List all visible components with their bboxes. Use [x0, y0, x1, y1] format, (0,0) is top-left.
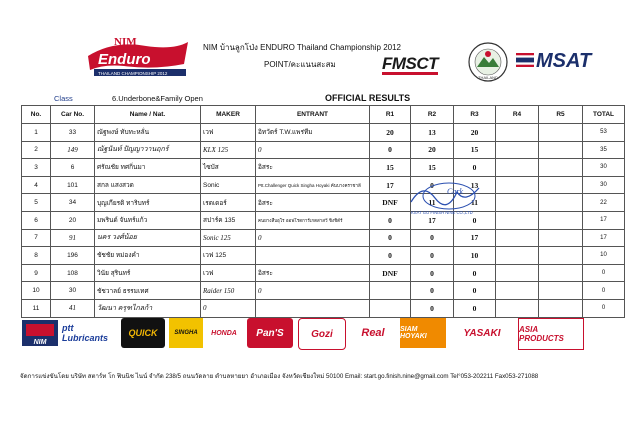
table-row — [22, 141, 625, 159]
cell-r2: 0 — [411, 229, 454, 247]
enduro-text: Enduro — [98, 51, 151, 68]
nim-text: NIM — [114, 36, 137, 48]
col-no: No. — [22, 106, 51, 124]
cell-entrant: 0 — [256, 141, 370, 159]
table-row — [22, 264, 625, 282]
cell-r2: 15 — [411, 159, 454, 177]
cell-entrant: อิทวัตร์ T.W.แพร่ทีม — [256, 124, 370, 142]
cell-r3: 10 — [454, 247, 496, 265]
cell-maker: ไซบัส — [201, 159, 256, 177]
cell-r3: 20 — [454, 124, 496, 142]
cell-r2: 0 — [411, 176, 454, 194]
table-row — [22, 229, 625, 247]
footer-organizer: จัดการแข่งขันโดย บริษัท สตาร์ท โก ฟินนิช ไนน์ จำกัด 238/5 ถนนวัดลาย ตำบลหายยา อำเภอเมือง จังหวัดเชียงใหม่ 50100 Email: start.go.finish.nine@gmail.com Tel°053-202211 Fax053-271088 — [20, 373, 539, 380]
sponsor-gozi: Gozi — [298, 318, 346, 350]
sponsor-pans: Pan'S — [247, 318, 293, 348]
cell-r4 — [496, 229, 539, 247]
table-row — [22, 299, 625, 317]
cell-r4 — [496, 282, 539, 300]
cell-name: นคร วงศ์น้อย — [95, 229, 201, 247]
cell-entrant: อิสระ — [256, 159, 370, 177]
cell-total: 17 — [583, 229, 625, 247]
cell-car: 149 — [51, 141, 95, 159]
cell-r4 — [496, 176, 539, 194]
event-subtitle: POINT/คะแนนสะสม — [264, 60, 336, 69]
fmsct-text: FMSCT — [382, 54, 439, 73]
cell-r1: 20 — [370, 124, 411, 142]
sponsor-quick: QUICK — [121, 318, 165, 348]
cell-no: 5 — [22, 194, 51, 212]
cell-entrant: 0 — [256, 282, 370, 300]
official-results-title: OFFICIAL RESULTS — [325, 93, 411, 103]
cell-car: 34 — [51, 194, 95, 212]
col-r5: R5 — [539, 106, 583, 124]
col-name: Name / Nat. — [95, 106, 201, 124]
cell-r3: 0 — [454, 211, 496, 229]
cell-car: 20 — [51, 211, 95, 229]
col-total: TOTAL — [583, 106, 625, 124]
cell-r1 — [370, 282, 411, 300]
cell-r2: 0 — [411, 264, 454, 282]
cell-r1: DNF — [370, 194, 411, 212]
cell-r4 — [496, 141, 539, 159]
sponsor-ptt: ptt Lubricants — [62, 323, 109, 343]
col-r2: R2 — [411, 106, 454, 124]
cell-name: วัฒนา ครุฑไกลก้า — [95, 299, 201, 317]
cell-maker: Sonic — [201, 176, 256, 194]
cell-r5 — [539, 159, 583, 177]
cell-total: 30 — [583, 159, 625, 177]
cell-no: 7 — [22, 229, 51, 247]
thai-flag-icon — [516, 53, 534, 67]
table-header-row — [22, 106, 625, 124]
cell-name: มพรินด์ จันทร์แก้ว — [95, 211, 201, 229]
cell-total: 10 — [583, 247, 625, 265]
results-table — [21, 105, 625, 318]
sponsor-honda: HONDA — [211, 329, 237, 337]
class-label: Class — [54, 94, 73, 103]
cell-r2: 0 — [411, 282, 454, 300]
cell-maker: Raider 150 — [201, 282, 256, 300]
cell-entrant — [256, 247, 370, 265]
cell-r1: 17 — [370, 176, 411, 194]
cell-r5 — [539, 211, 583, 229]
cell-entrant: อิสระ — [256, 264, 370, 282]
cell-r1: DNF — [370, 264, 411, 282]
cell-r1: 0 — [370, 211, 411, 229]
event-title: NIM บ้านลูกโป่ง ENDURO Thailand Championship 2012 — [203, 43, 401, 52]
cell-total: 22 — [583, 194, 625, 212]
sponsor-nim-text: NIM — [33, 339, 47, 346]
cell-r3: 0 — [454, 299, 496, 317]
cell-maker: Sonic 125 — [201, 229, 256, 247]
cell-car: 33 — [51, 124, 95, 142]
cell-no: 10 — [22, 282, 51, 300]
official-stamp — [405, 178, 501, 220]
stamp-text: KSAT GO FINISH NINE CO.,LTD — [411, 210, 473, 215]
cell-name: สกล แสงสวด — [95, 176, 201, 194]
cell-r3: 13 — [454, 176, 496, 194]
cell-total: 17 — [583, 211, 625, 229]
sponsor-real: Real — [361, 327, 385, 339]
cell-car: 101 — [51, 176, 95, 194]
sponsor-nim — [20, 318, 60, 348]
col-r1: R1 — [370, 106, 411, 124]
class-value: 6.Underbone&Family Open — [112, 94, 203, 103]
cell-total: 0 — [583, 282, 625, 300]
cell-no: 1 — [22, 124, 51, 142]
cell-r5 — [539, 176, 583, 194]
sponsor-singha: SINGHA — [169, 318, 203, 348]
cell-r1: 0 — [370, 229, 411, 247]
cell-total: 0 — [583, 264, 625, 282]
cell-no: 4 — [22, 176, 51, 194]
cell-entrant: คนยางสืบอุโร ออฟโรดการ์เกตสาสวี ชิงชิต์ร์ — [256, 211, 370, 229]
cell-total: 30 — [583, 176, 625, 194]
cell-maker: KLX 125 — [201, 141, 256, 159]
cell-r2: 13 — [411, 124, 454, 142]
table-row — [22, 176, 625, 194]
cell-total: 35 — [583, 141, 625, 159]
msat-logo: MSAT — [536, 50, 592, 72]
cell-r2: 0 — [411, 299, 454, 317]
cell-name: วินัย สุรินทร์ — [95, 264, 201, 282]
cell-car: 91 — [51, 229, 95, 247]
cell-no: 11 — [22, 299, 51, 317]
cell-name: ณัฐนันท์ ปัญญาวานฤกร์ — [95, 141, 201, 159]
table-row — [22, 247, 625, 265]
sponsor-hoyaki: SIAM HOYAKI — [400, 318, 446, 348]
cell-entrant: อิสระ — [256, 194, 370, 212]
cell-entrant — [256, 299, 370, 317]
cell-name: ชัชวาลย์ ธรรมเทศ — [95, 282, 201, 300]
cell-r3: 0 — [454, 264, 496, 282]
cell-r3: 0 — [454, 159, 496, 177]
col-car-no: Car No. — [51, 106, 95, 124]
cell-r5 — [539, 141, 583, 159]
table-row — [22, 211, 625, 229]
sponsor-asia-products: ASIA PRODUCTS — [518, 318, 584, 350]
sponsor-yasaki: YASAKI — [463, 327, 501, 339]
cell-entrant: Ptt.Challenger Quick Singha Hoyaki ค้นบางคราชาลี — [256, 176, 370, 194]
cell-no: 6 — [22, 211, 51, 229]
cell-no: 3 — [22, 159, 51, 177]
col-entrant: ENTRANT — [256, 106, 370, 124]
col-r3: R3 — [454, 106, 496, 124]
cell-car: 6 — [51, 159, 95, 177]
cell-r1: 15 — [370, 159, 411, 177]
cell-total: 0 — [583, 299, 625, 317]
cell-r3: 11 — [454, 194, 496, 212]
cell-total: 53 — [583, 124, 625, 142]
cell-r5 — [539, 282, 583, 300]
col-maker: MAKER — [201, 106, 256, 124]
stamp-signature: Cark — [447, 187, 463, 196]
cell-entrant: 0 — [256, 229, 370, 247]
cell-r1 — [370, 299, 411, 317]
cell-maker: เวฟ — [201, 124, 256, 142]
cell-car: 41 — [51, 299, 95, 317]
cell-no: 9 — [22, 264, 51, 282]
cell-maker: เรดเดอร์ — [201, 194, 256, 212]
cell-r3: 15 — [454, 141, 496, 159]
cell-r5 — [539, 124, 583, 142]
cell-maker: 0 — [201, 299, 256, 317]
cell-r1: 0 — [370, 141, 411, 159]
cell-name: ศรัณชัย ทศกิ่นมา — [95, 159, 201, 177]
cell-car: 196 — [51, 247, 95, 265]
cell-r2: 11 — [411, 194, 454, 212]
nim-enduro-logo — [84, 34, 194, 78]
association-seal-icon — [467, 41, 509, 83]
cell-r4 — [496, 124, 539, 142]
cell-no: 8 — [22, 247, 51, 265]
fmsct-logo — [382, 54, 438, 75]
cell-maker: สปาร์ค 135 — [201, 211, 256, 229]
table-row — [22, 159, 625, 177]
cell-name: ชัชชัย หม่องคำ — [95, 247, 201, 265]
cell-maker: เวฟ 125 — [201, 247, 256, 265]
cell-r5 — [539, 229, 583, 247]
cell-r4 — [496, 159, 539, 177]
logo-subtitle: THAILAND CHAMPIONSHIP 2012 — [98, 71, 168, 76]
cell-r5 — [539, 194, 583, 212]
cell-name: บุญเกียรติ ทาริบทร์ — [95, 194, 201, 212]
cell-car: 30 — [51, 282, 95, 300]
table-row — [22, 282, 625, 300]
cell-name: ณัฐพงษ์ ทับทะหลั่น — [95, 124, 201, 142]
seal-text: THAILAND — [478, 75, 498, 80]
cell-r4 — [496, 299, 539, 317]
cell-maker: เวฟ — [201, 264, 256, 282]
cell-r5 — [539, 247, 583, 265]
cell-r2: 20 — [411, 141, 454, 159]
cell-no: 2 — [22, 141, 51, 159]
cell-r4 — [496, 264, 539, 282]
table-row — [22, 194, 625, 212]
cell-r5 — [539, 264, 583, 282]
cell-r4 — [496, 194, 539, 212]
cell-r3: 0 — [454, 282, 496, 300]
cell-r4 — [496, 247, 539, 265]
col-r4: R4 — [496, 106, 539, 124]
cell-r2: 17 — [411, 211, 454, 229]
cell-r5 — [539, 299, 583, 317]
cell-r2: 0 — [411, 247, 454, 265]
cell-car: 108 — [51, 264, 95, 282]
cell-r1: 0 — [370, 247, 411, 265]
cell-r3: 17 — [454, 229, 496, 247]
table-row — [22, 124, 625, 142]
cell-r4 — [496, 211, 539, 229]
